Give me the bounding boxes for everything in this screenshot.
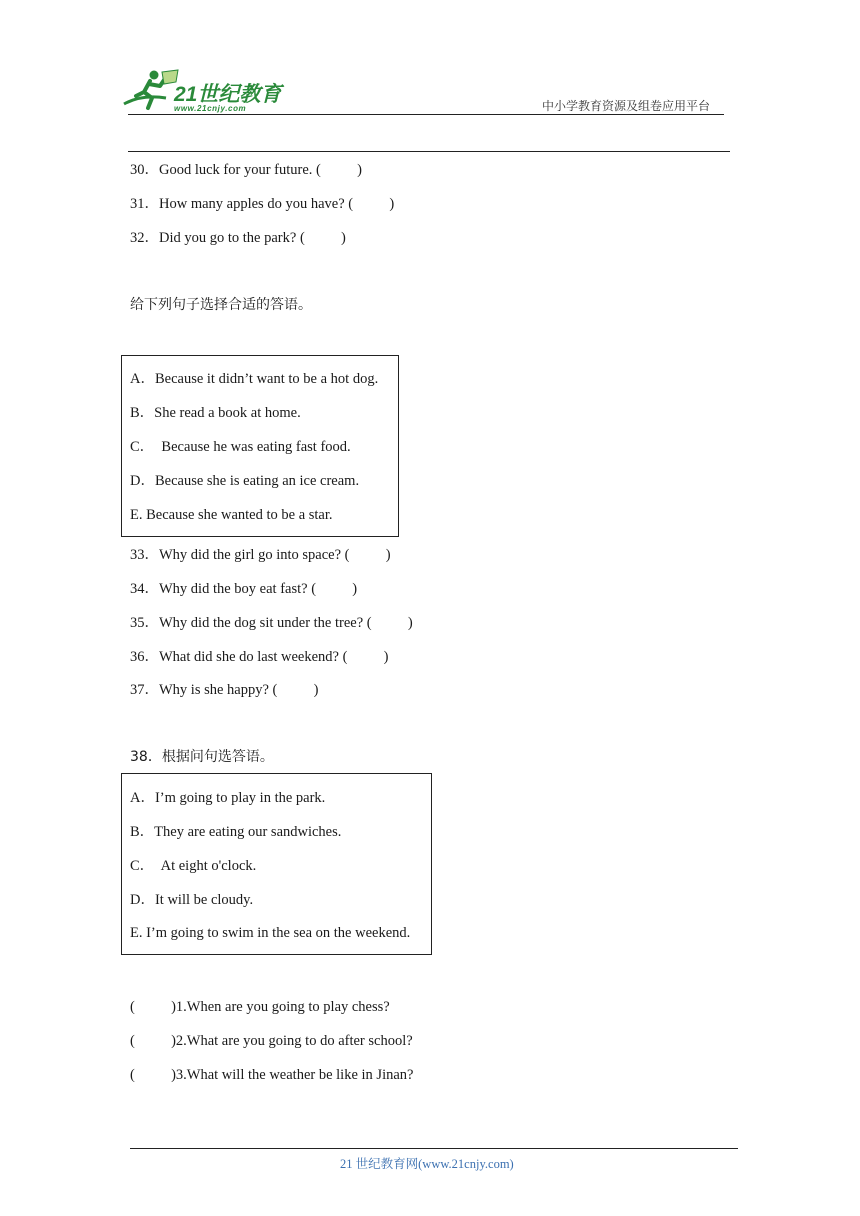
question-38-1: ( )1.When are you going to play chess? (130, 999, 390, 1015)
option-d: D．Because she is eating an ice cream. (130, 473, 360, 489)
question-37: 37．Why is she happy? ( ) (130, 682, 319, 698)
header-tagline: 中小学教育资源及组卷应用平台 (542, 99, 711, 113)
option-a: A．I’m going to play in the park. (130, 790, 326, 806)
option-e: E. I’m going to swim in the sea on the weekend. (130, 925, 411, 941)
header-rule (128, 114, 724, 115)
logo-text: 21世纪教育 (174, 83, 282, 106)
question-35: 35．Why did the dog sit under the tree? ( ) (130, 615, 413, 631)
option-d: D．It will be cloudy. (130, 892, 254, 908)
logo-url: www.21cnjy.com (174, 104, 247, 113)
question-32: 32．Did you go to the park? ( ) (130, 230, 346, 246)
question-34: 34．Why did the boy eat fast? ( ) (130, 581, 358, 597)
question-38-3: ( )3.What will the weather be like in Jinan? (130, 1067, 414, 1083)
question-33: 33．Why did the girl go into space? ( ) (130, 547, 391, 563)
option-c: C． At eight o'clock. (130, 858, 257, 874)
header-rule-2 (128, 151, 730, 152)
question-31: 31．How many apples do you have? ( ) (130, 196, 395, 212)
section2-instruction: 给下列句子选择合适的答语。 (130, 297, 312, 313)
option-e: E. Because she wanted to be a star. (130, 507, 333, 523)
option-b: B．She read a book at home. (130, 405, 301, 421)
section3-instruction: 38．根据问句选答语。 (130, 749, 274, 765)
footer-text: 21 世纪教育网(www.21cnjy.com) (340, 1157, 514, 1171)
option-a: A．Because it didn’t want to be a hot dog. (130, 371, 379, 387)
option-b: B．They are eating our sandwiches. (130, 824, 342, 840)
question-30: 30．Good luck for your future. ( ) (130, 162, 362, 178)
logo (122, 68, 292, 114)
question-36: 36．What did she do last weekend? ( ) (130, 649, 389, 665)
option-c: C． Because he was eating fast food. (130, 439, 351, 455)
footer-rule (130, 1148, 738, 1149)
question-38-2: ( )2.What are you going to do after school? (130, 1033, 413, 1049)
